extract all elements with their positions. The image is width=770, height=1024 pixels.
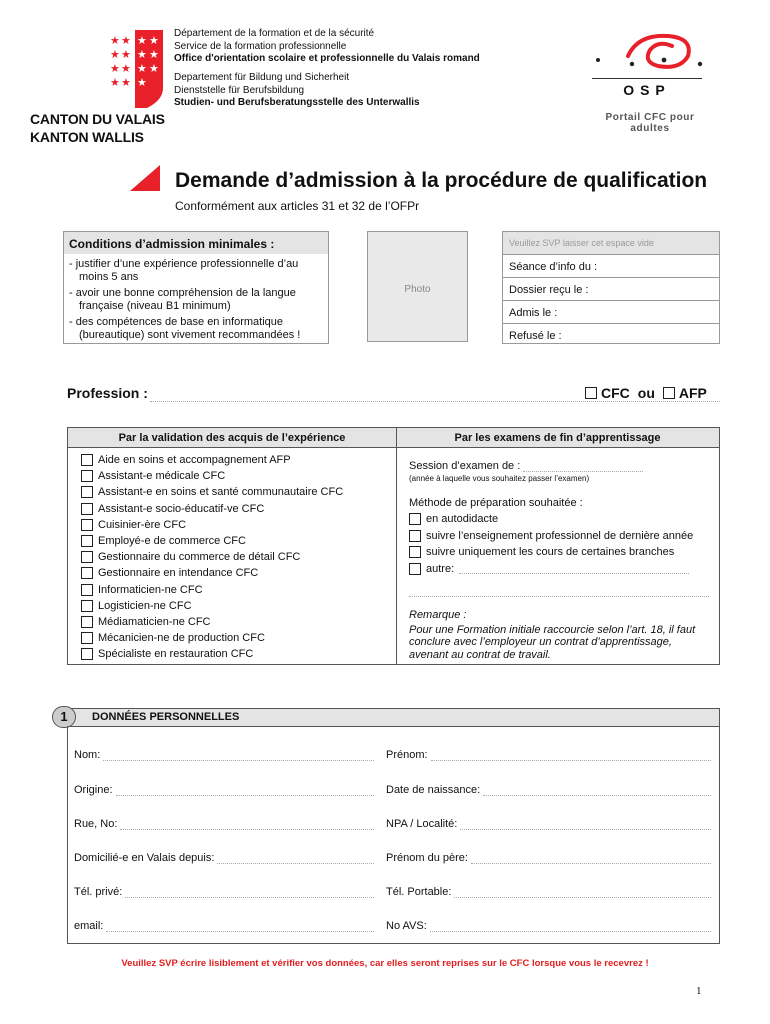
vae-item[interactable]: Assistant-e médicale CFC — [81, 468, 343, 484]
canton-de: KANTON WALLIS — [30, 129, 144, 145]
field-rue: Rue, No: — [74, 818, 374, 830]
vae-item[interactable]: Médiamaticien-ne CFC — [81, 614, 343, 630]
svg-text:★: ★ — [149, 49, 159, 61]
vae-item[interactable]: Aide en soins et accompagnement AFP — [81, 452, 343, 468]
field-npa: NPA / Localité: — [386, 818, 711, 830]
svg-text:★: ★ — [110, 77, 120, 89]
nom-input[interactable] — [103, 750, 374, 761]
cfc-label: CFC — [601, 385, 630, 401]
vae-item[interactable]: Assistant-e en soins et santé communautaire CFC — [81, 484, 343, 500]
svg-text:★: ★ — [121, 49, 131, 61]
cfc-afp-choice — [585, 385, 707, 401]
session-note: (année à laquelle vous souhaitez passer l’examen) — [409, 474, 590, 483]
page-number: 1 — [696, 985, 702, 997]
department-de — [174, 72, 420, 110]
dept-fr-line: Département de la formation et de la sécurité — [174, 28, 375, 39]
office-row-admis[interactable]: Admis le : — [503, 301, 719, 324]
dept-fr-line: Service de la formation professionnelle — [174, 40, 347, 52]
office-use-box — [502, 231, 720, 344]
svg-text:★: ★ — [110, 35, 120, 47]
exam-column — [409, 460, 709, 661]
vae-checkbox[interactable] — [81, 470, 93, 482]
field-date-naissance: Date de naissance: — [386, 784, 711, 796]
method-checkbox[interactable] — [409, 513, 421, 525]
osp-divider — [592, 78, 702, 79]
section-number-badge: 1 — [52, 706, 76, 728]
vae-checkbox[interactable] — [81, 551, 93, 563]
dept-de-line: Dienststelle für Berufsbildung — [174, 84, 305, 96]
warning-notice: Veuillez SVP écrire lisiblement et vérifier vos données, car elles seront reprises sur le CFC lorsque vous le recevrez ! — [121, 958, 649, 969]
canton-coat-of-arms — [107, 30, 163, 108]
email-input[interactable] — [106, 921, 374, 932]
cfc-checkbox[interactable] — [585, 387, 597, 399]
vae-item[interactable]: Assistant-e socio-éducatif-ve CFC — [81, 501, 343, 517]
ou-label: ou — [637, 385, 655, 401]
vae-checkbox[interactable] — [81, 486, 93, 498]
origine-input[interactable] — [116, 785, 374, 796]
vae-checkbox[interactable] — [81, 535, 93, 547]
personal-data-box — [67, 726, 720, 944]
table-divider — [396, 428, 397, 664]
session-label: Session d’examen de : — [409, 460, 521, 472]
svg-text:★: ★ — [121, 35, 131, 47]
method-checkbox[interactable] — [409, 530, 421, 542]
field-domicile: Domicilié-e en Valais depuis: — [74, 852, 374, 864]
svg-text:★: ★ — [149, 35, 159, 47]
department-fr — [174, 28, 480, 66]
vae-checkbox[interactable] — [81, 648, 93, 660]
field-prenom-pere: Prénom du père: — [386, 852, 711, 864]
remark-text: Pour une Formation initiale raccourcie selon l’art. 18, il faut conclure avec l’employeur un contrat d’apprentissage, avenant au contrat de travail. — [409, 623, 696, 661]
photo-placeholder[interactable] — [367, 231, 468, 342]
office-row-refuse[interactable]: Refusé le : — [509, 330, 562, 342]
tel-portable-input[interactable] — [454, 887, 711, 898]
remark-title: Remarque : — [409, 609, 467, 621]
portail-label: Portail CFC pour adultes — [605, 112, 695, 134]
conditions-heading: Conditions d’admission minimales : — [64, 232, 328, 254]
tel-prive-input[interactable] — [125, 887, 374, 898]
svg-text:★: ★ — [110, 49, 120, 61]
office-note: Veuillez SVP laisser cet espace vide — [503, 232, 719, 255]
vae-item[interactable]: Logisticien-ne CFC — [81, 598, 343, 614]
conditions-box — [63, 231, 329, 344]
vae-item[interactable]: Spécialiste en restauration CFC — [81, 646, 343, 662]
avs-input[interactable] — [430, 921, 711, 932]
dept-de-line: Studien- und Berufsberatungsstelle des Unterwallis — [174, 97, 420, 108]
field-tel-prive: Tél. privé: — [74, 886, 374, 898]
office-row-seance[interactable]: Séance d’info du : — [503, 255, 719, 278]
field-tel-portable: Tél. Portable: — [386, 886, 711, 898]
vae-checkbox[interactable] — [81, 567, 93, 579]
field-avs: No AVS: — [386, 920, 711, 932]
dept-de-line: Departement für Bildung und Sicherheit — [174, 72, 350, 83]
conditions-list — [64, 254, 328, 342]
field-email: email: — [74, 920, 374, 932]
svg-text:★: ★ — [137, 49, 147, 61]
afp-checkbox[interactable] — [663, 387, 675, 399]
date-naissance-input[interactable] — [483, 785, 711, 796]
method-item[interactable]: en autodidacte — [409, 511, 709, 528]
vae-heading: Par la validation des acquis de l’expérience — [68, 428, 396, 448]
vae-checkbox[interactable] — [81, 503, 93, 515]
vae-item[interactable]: Cuisinier-ère CFC — [81, 517, 343, 533]
svg-text:★: ★ — [137, 77, 147, 89]
profession-label: Profession : — [67, 385, 148, 401]
field-nom: Nom: — [74, 749, 374, 761]
svg-text:★: ★ — [137, 63, 147, 75]
method-item[interactable]: suivre l’enseignement professionnel de dernière année — [409, 528, 709, 545]
procedure-table — [67, 427, 720, 665]
npa-input[interactable] — [460, 819, 711, 830]
condition-item: - des compétences de base en informatique (bureautique) sont vivement recommandées ! — [69, 316, 301, 341]
session-input[interactable] — [523, 462, 643, 472]
page-subtitle: Conformément aux articles 31 et 32 de l’OFPr — [175, 199, 420, 213]
svg-text:★: ★ — [121, 63, 131, 75]
canton-name — [30, 110, 165, 146]
method-checkbox[interactable] — [409, 563, 421, 575]
vae-checkbox[interactable] — [81, 519, 93, 531]
vae-checkbox[interactable] — [81, 454, 93, 466]
page-title: Demande d’admission à la procédure de qualification — [175, 169, 708, 192]
prenom-input[interactable] — [431, 750, 711, 761]
osp-logo — [588, 26, 718, 78]
section-1-title: DONNÉES PERSONNELLES — [92, 711, 240, 723]
vae-item[interactable]: Employé-e de commerce CFC — [81, 533, 343, 549]
domicile-input[interactable] — [217, 853, 374, 864]
vae-item[interactable]: Mécanicien-ne de production CFC — [81, 630, 343, 646]
vae-checkbox[interactable] — [81, 616, 93, 628]
profession-input-line[interactable] — [150, 401, 720, 402]
vae-item[interactable]: Gestionnaire du commerce de détail CFC — [81, 549, 343, 565]
red-triangle-icon — [130, 165, 160, 191]
method-item[interactable]: autre: — [409, 561, 709, 578]
vae-list — [81, 452, 343, 662]
vae-item[interactable]: Informaticien-ne CFC — [81, 582, 343, 598]
svg-text:★: ★ — [137, 35, 147, 47]
dept-fr-line: Office d'orientation scolaire et professionnelle du Valais romand — [174, 53, 480, 64]
osp-label: OSP — [623, 82, 671, 98]
svg-text:★: ★ — [149, 63, 159, 75]
vae-item[interactable]: Gestionnaire en intendance CFC — [81, 565, 343, 581]
session-row — [409, 460, 709, 472]
svg-text:★: ★ — [121, 77, 131, 89]
method-list — [409, 511, 709, 577]
method-item[interactable]: suivre uniquement les cours de certaines branches — [409, 544, 709, 561]
condition-item: - justifier d’une expérience professionnelle d’au moins 5 ans — [69, 258, 299, 283]
office-row-dossier[interactable]: Dossier reçu le : — [503, 278, 719, 301]
field-prenom: Prénom: — [386, 749, 711, 761]
vae-checkbox[interactable] — [81, 632, 93, 644]
exam-heading: Par les examens de fin d’apprentissage — [396, 428, 719, 448]
other-input[interactable] — [459, 564, 689, 574]
prenom-pere-input[interactable] — [471, 853, 711, 864]
vae-checkbox[interactable] — [81, 584, 93, 596]
afp-label: AFP — [678, 385, 707, 401]
other-input-line-2[interactable] — [409, 587, 709, 597]
rue-input[interactable] — [120, 819, 374, 830]
field-origine: Origine: — [74, 784, 374, 796]
method-label: Méthode de préparation souhaitée : — [409, 497, 583, 509]
condition-item: - avoir une bonne compréhension de la langue française (niveau B1 minimum) — [69, 287, 296, 312]
svg-text:★: ★ — [110, 63, 120, 75]
photo-label: Photo — [404, 284, 431, 295]
vae-checkbox[interactable] — [81, 600, 93, 612]
method-checkbox[interactable] — [409, 546, 421, 558]
canton-fr: CANTON DU VALAIS — [30, 111, 165, 127]
